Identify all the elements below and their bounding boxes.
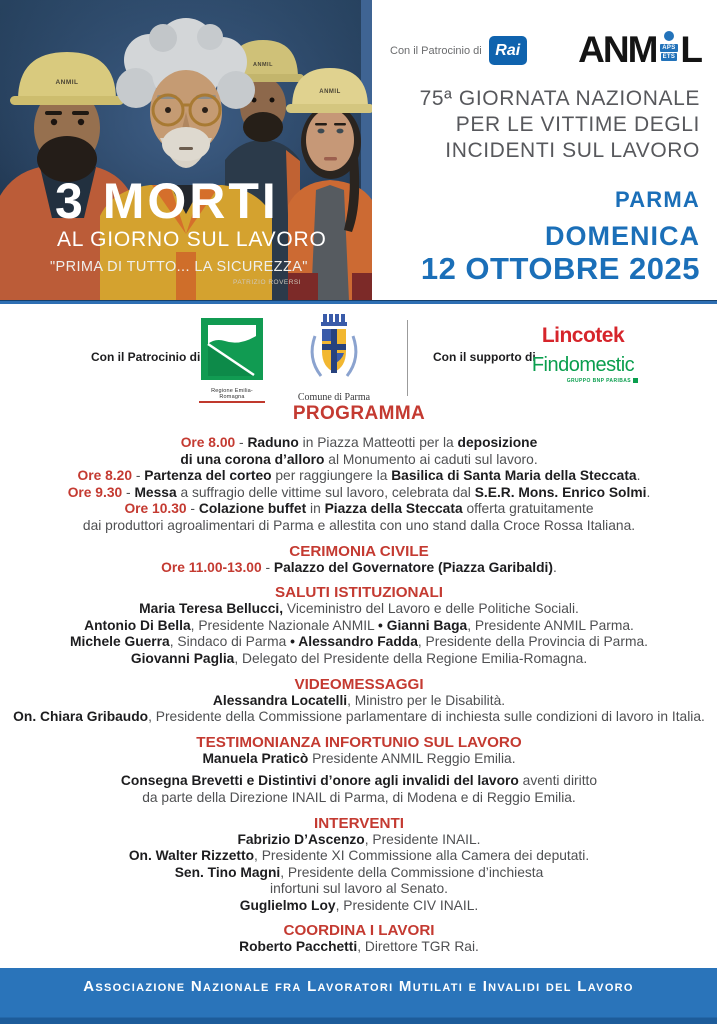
program-section [9, 402, 709, 956]
program-block [9, 435, 709, 535]
program-block [9, 832, 709, 915]
ets-badge: ETS [662, 54, 676, 60]
anmil-i-mark [660, 31, 677, 61]
footer-banner [0, 968, 717, 1024]
program-line: Manuela Praticò Presidente ANMIL Reggio Emilia. [202, 750, 516, 766]
program-line: dai produttori agroalimentari di Parma e allestita con uno stand dalla Croce Rossa Italiana. [82, 517, 636, 533]
program-line: Giovanni Paglia, Delegato del Presidente della Regione Emilia-Romagna. [130, 650, 588, 666]
comune-di-parma-crest [296, 314, 372, 403]
support-logos [528, 324, 638, 384]
event-title-line-1: 75ª GIORNATA NAZIONALE [419, 87, 700, 110]
program-block [9, 773, 709, 806]
city-name: PARMA [614, 187, 700, 212]
program-section-heading: INTERVENTI [313, 814, 404, 832]
helmet-anmil-label: ANMIL [319, 89, 341, 95]
program-block [9, 939, 709, 956]
program-line: infortuni sul lavoro al Senato. [270, 881, 448, 897]
program-section-heading: SALUTI ISTITUZIONALI [275, 584, 443, 602]
program-line: Ore 8.20 - Partenza del corteo per raggiungere la Basilica di Santa Maria della Steccata. [77, 468, 641, 484]
rai-logo: Rai [489, 36, 527, 65]
region-emilia-romagna-logo [199, 318, 265, 403]
patronage-label-sponsors: Con il Patrocinio di [91, 350, 201, 364]
program-line: Ore 8.00 - Raduno in Piazza Matteotti per la deposizione [180, 435, 538, 450]
support-label: Con il supporto di [433, 350, 536, 364]
findomestic-logo: Findomestic [531, 354, 635, 376]
anmil-logo [578, 31, 701, 69]
program-line: On. Chiara Gribaudo, Presidente della Commissione parlamentare di inchiesta sulle condizioni di lavoro in Italia. [13, 709, 705, 725]
program-section-heading: TESTIMONIANZA INFORTUNIO SUL LAVORO [196, 733, 522, 751]
program-line: Ore 11.00-13.00 - Palazzo del Governatore (Piazza Garibaldi). [161, 559, 557, 575]
program-block [9, 601, 709, 667]
hero-quote: "PRIMA DI TUTTO... LA SICUREZZA" [50, 259, 308, 275]
findomestic-subtitle: GRUPPO BNP PARIBAS [528, 378, 638, 384]
program-blocks [9, 435, 709, 956]
patronage-label: Con il Patrocinio di [390, 44, 482, 57]
program-line: Maria Teresa Bellucci, Viceministro del Lavoro e delle Politiche Sociali. [139, 601, 579, 617]
program-line: Michele Guerra, Sindaco di Parma • Alessandro Fadda, Presidente della Provincia di Parma. [70, 634, 648, 650]
event-date: 12 OTTOBRE 2025 [420, 251, 700, 286]
anmil-letters-left: ANM [578, 29, 657, 70]
program-line: Ore 10.30 - Colazione buffet in Piazza della Steccata offerta gratuitamente [124, 501, 594, 517]
event-title-line-2: PER LE VITTIME DEGLI [455, 113, 700, 136]
program-block [9, 693, 709, 726]
program-line: Antonio Di Bella, Presidente Nazionale ANMIL • Gianni Baga, Presidente ANMIL Parma. [84, 617, 634, 633]
program-line: Consegna Brevetti e Distintivi d’onore agli invalidi del lavoro aventi diritto [120, 773, 598, 789]
helmet-anmil-label: ANMIL [55, 79, 79, 86]
program-section-heading: COORDINA I LAVORI [283, 922, 435, 940]
comune-caption: Comune di Parma [297, 392, 371, 403]
program-line: Guglielmo Loy, Presidente CIV INAIL. [239, 897, 479, 913]
lincotek-logo: Lincotek [541, 324, 625, 347]
program-line: da parte della Direzione INAIL di Parma, di Modena e di Reggio Emilia. [142, 789, 576, 805]
hero-credit: PATRIZIO ROVERSI [233, 279, 302, 286]
program-line: On. Walter Rizzetto, Presidente XI Commissione alla Camera dei deputati. [128, 848, 590, 864]
sponsors-section [0, 304, 717, 402]
event-day: DOMENICA [545, 221, 700, 251]
program-section-heading: VIDEOMESSAGGI [294, 675, 424, 693]
program-line: Roberto Pacchetti, Direttore TGR Rai. [239, 939, 479, 955]
event-title-line-3: INCIDENTI SUL LAVORO [445, 139, 700, 162]
anmil-dot-icon [664, 31, 674, 41]
program-line: di una corona d’alloro al Monumento ai caduti sul lavoro. [180, 451, 538, 467]
program-title: PROGRAMMA [292, 403, 426, 424]
program-line: Alessandra Locatelli, Ministro per le Disabilità. [212, 692, 506, 708]
program-block [9, 560, 709, 577]
parma-crest-icon [305, 314, 363, 384]
hero-subheadline: AL GIORNO SUL LAVORO [57, 228, 327, 251]
program-section-heading: CERIMONIA CIVILE [289, 542, 429, 560]
event-header [372, 0, 717, 300]
hero-photo [0, 0, 372, 301]
anmil-letters-right: L [680, 29, 701, 70]
program-line: Sen. Tino Magni, Presidente della Commissione d’inchiesta [174, 864, 544, 880]
hero-headline: 3 MORTI [55, 173, 279, 229]
program-line: Ore 9.30 - Messa a suffragio delle vittime sul lavoro, celebrata dal S.E.R. Mons. Enrico Solmi. [67, 484, 651, 500]
event-title [420, 86, 700, 164]
helmet-anmil-label: ANMIL [253, 62, 273, 68]
association-name: Associazione Nazionale fra Lavoratori Mutilati e Invalidi del Lavoro [83, 978, 634, 995]
workers-photo-illustration [0, 0, 372, 301]
aps-badge: APS [662, 45, 676, 51]
region-logo-icon [201, 318, 263, 380]
vertical-divider [407, 320, 408, 396]
program-block [9, 751, 709, 768]
rai-patronage [390, 36, 527, 65]
program-line: Fabrizio D’Ascenzo, Presidente INAIL. [237, 831, 481, 847]
region-caption: Regione Emilia-Romagna [199, 388, 265, 403]
